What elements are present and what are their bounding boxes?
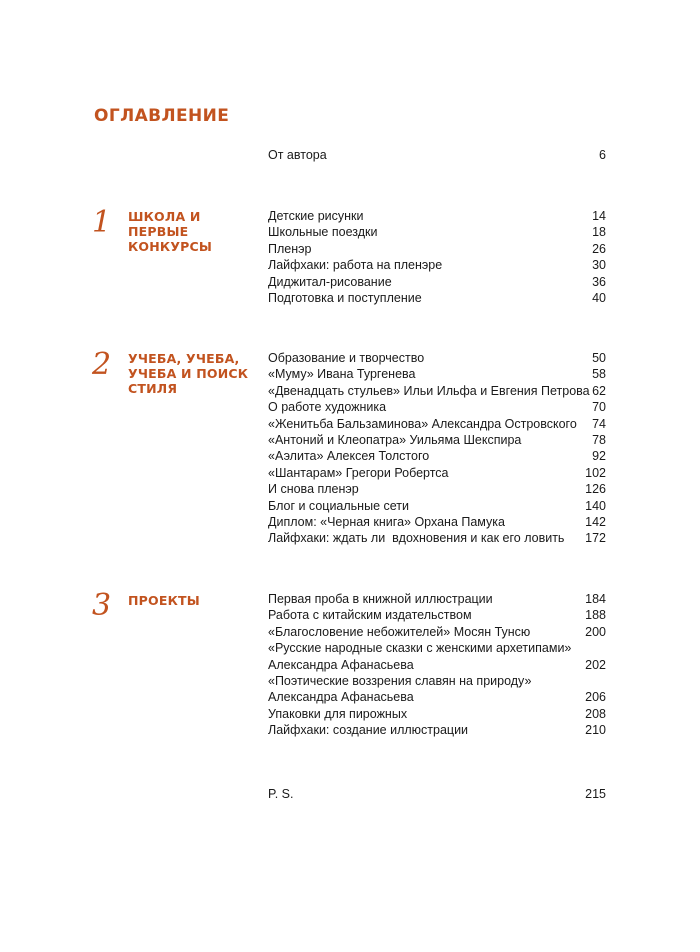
toc-entry[interactable] (268, 673, 606, 689)
toc-entry[interactable] (268, 350, 606, 366)
entry-label: Упаковки для пирожных (268, 706, 408, 721)
entry-page: 172 (585, 531, 606, 546)
entry-label: «Благословение небожителей» Мосян Тунсю (268, 624, 531, 639)
chapter-title: ШКОЛА И ПЕРВЫЕ КОНКУРСЫ (128, 209, 213, 254)
toc-entry[interactable] (268, 383, 606, 399)
toc-entry[interactable] (268, 498, 606, 514)
entry-page: 126 (585, 482, 606, 497)
entry-label: От автора (268, 148, 327, 162)
toc-entry[interactable] (268, 657, 606, 673)
chapter-title: ПРОЕКТЫ (128, 593, 200, 608)
entry-page: 40 (592, 291, 606, 305)
chapter-title: УЧЕБА, УЧЕБА, УЧЕБА И ПОИСК СТИЛЯ (128, 351, 249, 396)
toc-entry[interactable] (268, 722, 606, 738)
toc-entry[interactable] (268, 448, 606, 464)
entry-label: Александра Афанасьева (268, 690, 414, 705)
entry-page: 6 (599, 148, 606, 162)
entry-page: 58 (592, 367, 606, 382)
entry-label: Пленэр (268, 241, 312, 256)
toc-entry[interactable] (268, 416, 606, 432)
entry-page: 70 (592, 400, 606, 415)
toc-entry[interactable] (268, 274, 606, 290)
toc-entry-intro[interactable] (268, 147, 606, 163)
entry-page: 50 (592, 351, 606, 365)
entry-label: «Шантарам» Грегори Робертса (268, 465, 449, 480)
toc-entry[interactable] (268, 241, 606, 257)
toc-entry[interactable] (268, 257, 606, 273)
chapter-number: 2 (92, 347, 112, 382)
entry-page: 62 (592, 383, 606, 398)
entry-page: 202 (585, 657, 606, 672)
toc-entry[interactable] (268, 689, 606, 705)
entry-label: Лайфхаки: создание иллюстрации (268, 723, 469, 738)
toc-entry[interactable] (268, 591, 606, 607)
toc-entry[interactable] (268, 465, 606, 481)
toc-entry[interactable] (268, 399, 606, 415)
entry-label: И снова пленэр (268, 482, 359, 497)
toc-entry[interactable] (268, 640, 606, 656)
toc-entry[interactable] (268, 432, 606, 448)
entry-label: Александра Афанасьева (268, 657, 414, 672)
toc-entry[interactable] (268, 530, 606, 546)
toc-entry-outro[interactable] (268, 786, 606, 802)
entry-label: «Русские народные сказки с женскими архетипами» (268, 641, 572, 656)
entry-page: 92 (592, 449, 606, 464)
toc-entry[interactable] (268, 607, 606, 623)
entry-page: 184 (585, 592, 606, 606)
entry-label: Детские рисунки (268, 209, 364, 223)
entry-label: «Двенадцать стульев» Ильи Ильфа и Евгения Петрова (268, 383, 590, 398)
entry-page: 78 (592, 433, 606, 447)
entry-page: 208 (585, 706, 606, 721)
entry-page: 30 (592, 258, 606, 273)
entry-page: 26 (592, 241, 606, 256)
toc-entry[interactable] (268, 366, 606, 382)
toc-entry[interactable] (268, 706, 606, 722)
entry-label: «Антоний и Клеопатра» Уильяма Шекспира (268, 433, 522, 447)
entry-page: 14 (592, 209, 606, 223)
toc-entry[interactable] (268, 514, 606, 530)
entry-label: Лайфхаки: ждать ли вдохновения и как его ловить (268, 531, 565, 546)
entry-label: Блог и социальные сети (268, 498, 409, 513)
entry-page: 102 (585, 465, 606, 480)
toc-entry[interactable] (268, 481, 606, 497)
entry-label: Первая проба в книжной иллюстрации (268, 592, 493, 606)
entry-label: Диплом: «Черная книга» Орхана Памука (268, 515, 505, 529)
toc-entry[interactable] (268, 224, 606, 240)
entry-label: Работа с китайским издательством (268, 608, 472, 623)
entry-label: О работе художника (268, 400, 387, 415)
entry-label: Диджитал-рисование (268, 274, 392, 289)
entry-page: 200 (585, 624, 606, 639)
entry-label: «Муму» Ивана Тургенева (268, 367, 416, 382)
entry-page: 215 (585, 787, 606, 801)
page-title: ОГЛАВЛЕНИЕ (94, 106, 230, 126)
entry-label: Лайфхаки: работа на пленэре (268, 258, 443, 273)
entry-label: Подготовка и поступление (268, 291, 422, 305)
entry-label: «Женитьба Бальзаминова» Александра Островского (268, 416, 577, 431)
entry-label: Школьные поездки (268, 225, 378, 240)
toc-entry[interactable] (268, 208, 606, 224)
entry-label: Образование и творчество (268, 351, 425, 365)
entry-page: 210 (585, 723, 606, 738)
entry-page: 18 (592, 225, 606, 240)
entry-label: «Поэтические воззрения славян на природу» (268, 674, 532, 688)
entry-page: 188 (585, 608, 606, 623)
entry-page: 206 (585, 690, 606, 705)
entry-page: 74 (592, 416, 606, 431)
toc-entry[interactable] (268, 290, 606, 306)
entry-label: «Аэлита» Алексея Толстого (268, 449, 430, 464)
entry-page: 36 (592, 274, 606, 289)
toc-entry[interactable] (268, 624, 606, 640)
chapter-number: 3 (92, 588, 112, 623)
entry-page: 140 (585, 498, 606, 513)
chapter-number: 1 (92, 205, 112, 240)
entry-page: 142 (585, 515, 606, 529)
entry-label: P. S. (268, 787, 294, 801)
